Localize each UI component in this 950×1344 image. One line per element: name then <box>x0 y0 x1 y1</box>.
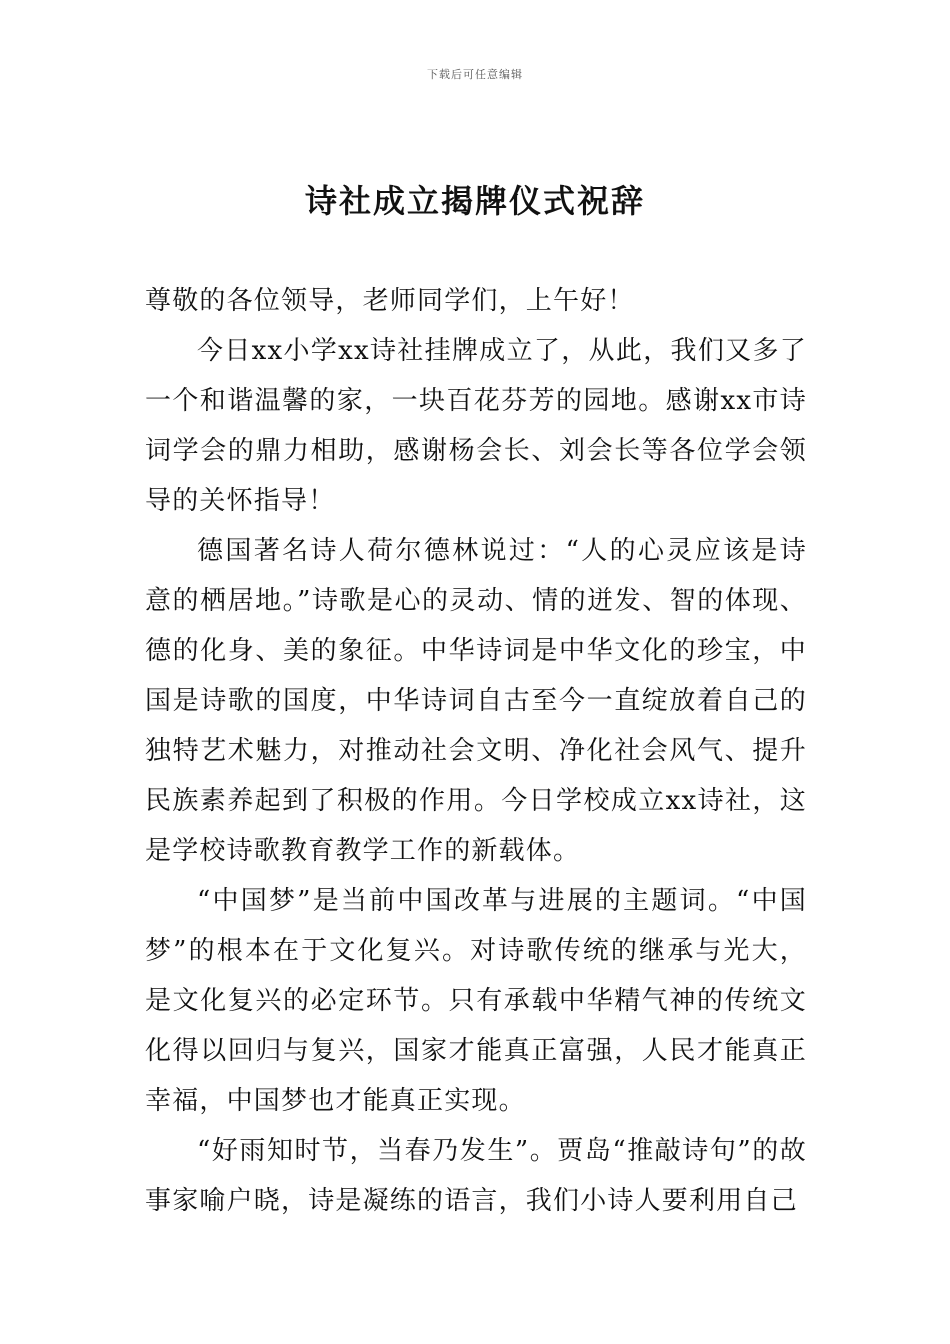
document-title: 诗社成立揭牌仪式祝辞 <box>304 182 645 220</box>
paragraph-china-dream: “中国梦”是当前中国改革与进展的主题词。“中国梦”的根本在于文化复兴。对诗歌传统的继承与光大，是文化复兴的必定环节。只有承载中华精气神的传统文化得以回归与复兴，国家才能真正富强，人民才能真正幸福，中国梦也才能真正实现。 <box>145 886 807 1116</box>
document-body <box>145 276 807 1226</box>
page-header-note: 下载后可任意编辑 <box>427 68 523 81</box>
greeting-paragraph: 尊敬的各位领导，老师同学们，上午好！ <box>145 286 635 316</box>
paragraph-poetry-value: 德国著名诗人荷尔德林说过：“人的心灵应该是诗意的栖居地。”诗歌是心的灵动、情的迸发、智的体现、德的化身、美的象征。中华诗词是中华文化的珍宝，中国是诗歌的国度，中华诗词自古至今一直绽放着自己的独特艺术魅力，对推动社会文明、净化社会风气、提升民族素养起到了积极的作用。今日学校成立xx诗社，这是学校诗歌教育教学工作的新载体。 <box>145 536 807 866</box>
paragraph-thanks: 今日xx小学xx诗社挂牌成立了，从此，我们又多了一个和谐温馨的家，一块百花芬芳的园地。感谢xx市诗词学会的鼎力相助，感谢杨会长、刘会长等各位学会领导的关怀指导！ <box>145 336 807 516</box>
paragraph-young-poets: “好雨知时节，当春乃发生”。贾岛“推敲诗句”的故事家喻户晓，诗是凝练的语言，我们小诗人要利用自己 <box>145 1136 807 1216</box>
